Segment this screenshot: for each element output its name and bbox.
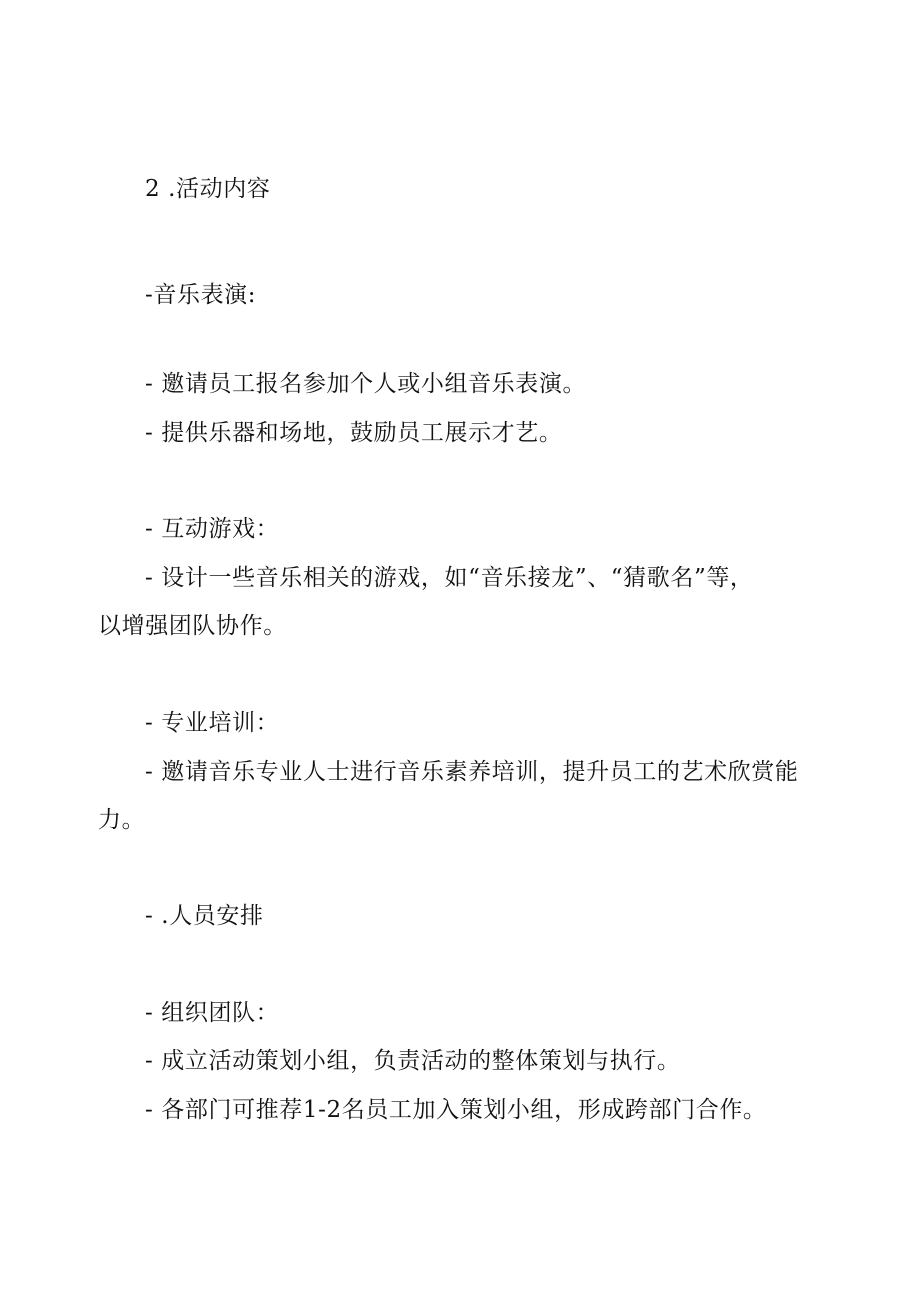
subheading-organizing-team: - 组织团队：: [145, 1000, 280, 1026]
list-item: - 设计一些音乐相关的游戏，如“音乐接龙”、“猜歌名”等，: [145, 565, 754, 591]
list-item: - 成立活动策划小组，负责活动的整体策划与执行。: [145, 1048, 681, 1074]
list-item: - 邀请音乐专业人士进行音乐素养培训，提升员工的艺术欣赏能: [145, 759, 799, 785]
subheading-interactive-games: - 互动游戏：: [145, 516, 280, 542]
list-item: - 提供乐器和场地，鼓励员工展示才艺。: [145, 420, 563, 446]
subheading-professional-training: - 专业培训：: [145, 710, 280, 736]
list-item-continuation: 力。: [98, 807, 146, 833]
section-heading-activity-content: 2 .活动内容: [145, 176, 271, 202]
list-item-continuation: 以增强团队协作。: [98, 613, 287, 639]
subheading-music-performance: -音乐表演:: [145, 282, 257, 308]
section-heading-staffing: - .人员安排: [145, 903, 264, 929]
list-item: - 邀请员工报名参加个人或小组音乐表演。: [145, 371, 587, 397]
list-item: - 各部门可推荐1-2名员工加入策划小组，形成跨部门合作。: [145, 1097, 767, 1123]
